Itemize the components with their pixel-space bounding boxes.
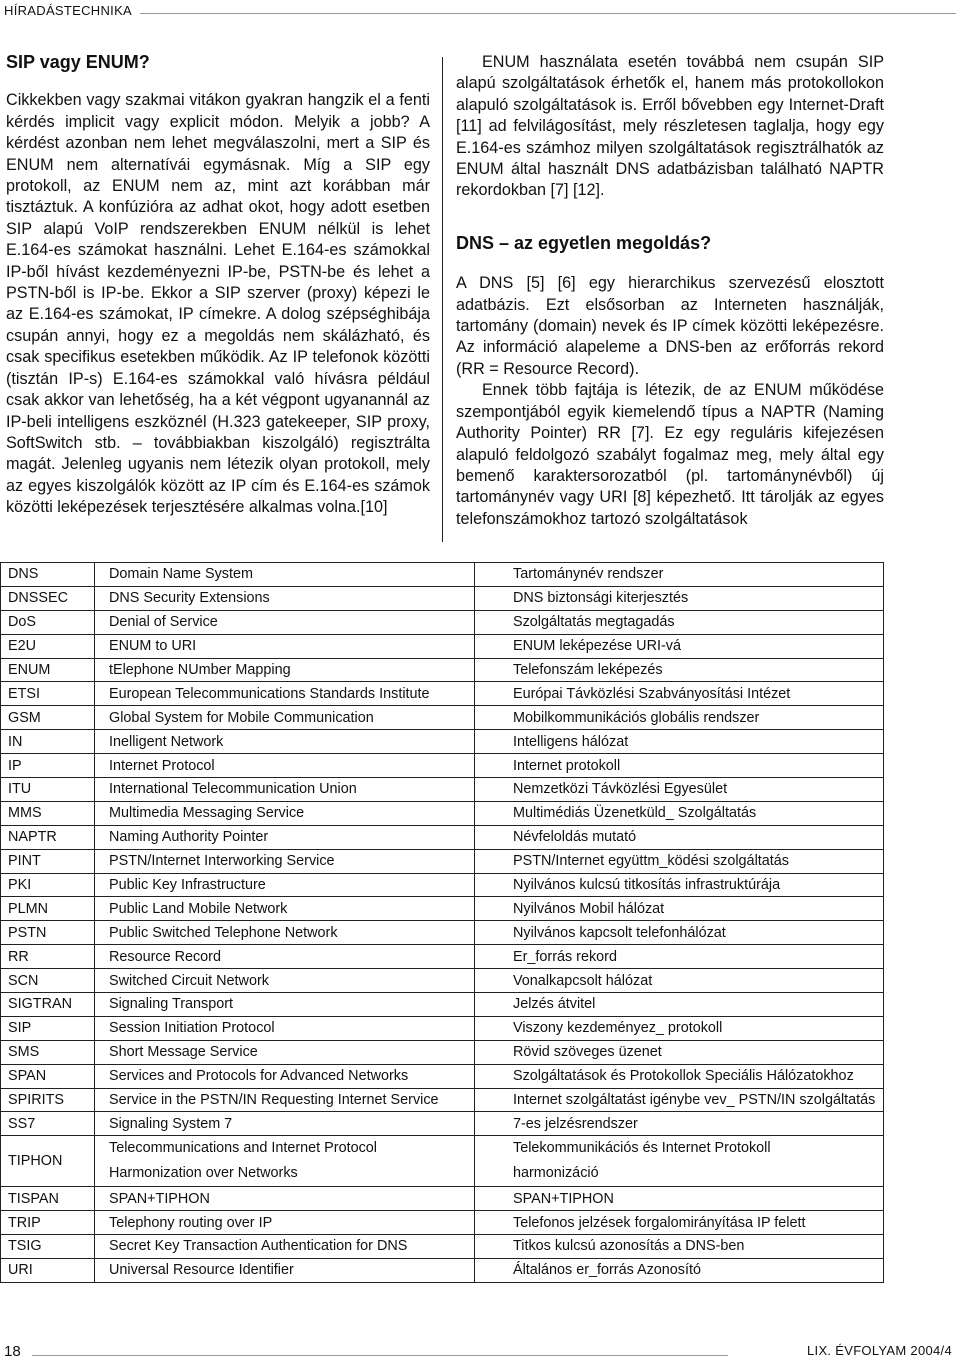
- right-column: [456, 52, 884, 530]
- english-term-cell: SPAN+TIPHON: [95, 1187, 475, 1211]
- header-rule: [140, 13, 956, 14]
- abbreviation-cell: E2U: [1, 634, 95, 658]
- footer-rule: [32, 1355, 728, 1356]
- table-row: [1, 1088, 884, 1112]
- abbreviation-cell: SMS: [1, 1040, 95, 1064]
- english-term-cell: International Telecommunication Union: [95, 778, 475, 802]
- abbreviation-cell: PINT: [1, 849, 95, 873]
- table-row: [1, 849, 884, 873]
- hungarian-term-cell: Nyilvános kulcsú titkosítás infrastruktúrája: [475, 873, 884, 897]
- english-term-cell: Public Land Mobile Network: [95, 897, 475, 921]
- table-row: [1, 1064, 884, 1088]
- left-column: [6, 52, 430, 519]
- english-term-cell: DNS Security Extensions: [95, 586, 475, 610]
- hungarian-term-cell: Szolgáltatás megtagadás: [475, 610, 884, 634]
- abbreviation-cell: PSTN: [1, 921, 95, 945]
- body-paragraph: Cikkekben vagy szakmai vitákon gyakran hangzik el a fenti kérdés implicit vagy explicit módon. Melyik a jobb? A kérdést azonban nem lehet megválaszolni, mert a SIP és ENUM nem alternatívái egymásnak. Míg a SIP egy protokoll, az ENUM nem az, mint azt korábban már tisztáztuk. A konfúzióra az adhat okot, hogy adott esetben SIP alapú VoIP rendszerekben ENUM nélkül is lehet E.164-es számokat használni. Lehet E.164-es számokkal IP-ből hívást kezdeményezni IP-be, PSTN-be és lehet a PSTN-ből is IP-be. Ekkor a SIP szerver (proxy) képezi le az E.164-es számokat, IP címekre. A dolog szépséghibája csupán annyi, hogy ez a megoldás nem skálázható, és csak specifikus esetekben működik. Az IP telefonok közötti (tisztán IP-s) E.164-es számokkal való hívásra például csak akkor van lehetőség, ha a két végpont ugyanannál az IP-beli intelligens eszköznél (H.323 gatekeeper, SIP proxy, SoftSwitch stb. – továbbiakban kiszolgáló) regisztrálta magát. Jelenleg ugyanis nem létezik olyan protokoll, mely az egyes kiszolgálók között az IP cím és E.164-es számok közötti leképezések terjesztésére alkalmas volna.[10]: [6, 91, 430, 517]
- abbreviation-cell: GSM: [1, 706, 95, 730]
- hungarian-term-cell: PSTN/Internet együttm_ködési szolgáltatás: [475, 849, 884, 873]
- abbreviation-cell: PKI: [1, 873, 95, 897]
- table-row: [1, 658, 884, 682]
- table-row: [1, 610, 884, 634]
- page-number: 18: [4, 1343, 21, 1360]
- hungarian-term-cell: SPAN+TIPHON: [475, 1187, 884, 1211]
- table-row: [1, 897, 884, 921]
- table-row: [1, 586, 884, 610]
- table-row: [1, 682, 884, 706]
- english-term-cell: Global System for Mobile Communication: [95, 706, 475, 730]
- hungarian-term-cell: ENUM leképezése URI-vá: [475, 634, 884, 658]
- english-term-cell: Internet Protocol: [95, 754, 475, 778]
- hungarian-term-cell: Er_forrás rekord: [475, 945, 884, 969]
- hungarian-term-cell: Nyilvános Mobil hálózat: [475, 897, 884, 921]
- hungarian-term-cell-line: harmonizáció: [513, 1165, 599, 1182]
- english-term-cell: Telephony routing over IP: [95, 1211, 475, 1235]
- table-row: [1, 1211, 884, 1235]
- english-term-cell: tElephone NUmber Mapping: [95, 658, 475, 682]
- abbreviation-cell: MMS: [1, 801, 95, 825]
- abbreviation-cell: TIPHON: [1, 1136, 95, 1187]
- hungarian-term-cell: Rövid szöveges üzenet: [475, 1040, 884, 1064]
- hungarian-term-cell: Szolgáltatások és Protokollok Speciális Hálózatokhoz: [475, 1064, 884, 1088]
- abbreviation-cell: RR: [1, 945, 95, 969]
- abbreviation-cell: SS7: [1, 1112, 95, 1136]
- english-term-cell: Domain Name System: [95, 563, 475, 587]
- body-paragraph: ENUM használata esetén továbbá nem csupán SIP alapú szolgáltatások érhetők el, hanem más protokollokon alapuló szolgáltatások is. Erről bővebben egy Internet-Draft [11] ad felvilágosítást, mely részletesen taglalja, hogy egy E.164-es számhoz milyen szolgáltatások regisztrálhatók az ENUM által használt DNS adatbázisban található NAPTR rekordokban [7] [12].: [456, 53, 884, 200]
- section-heading-sip-vagy-enum: SIP vagy ENUM?: [6, 52, 150, 72]
- hungarian-term-cell: Általános er_forrás Azonosító: [475, 1258, 884, 1282]
- hungarian-term-cell: Európai Távközlési Szabványosítási Intézet: [475, 682, 884, 706]
- table-row: [1, 730, 884, 754]
- table-row: [1, 706, 884, 730]
- abbreviation-cell: SIP: [1, 1016, 95, 1040]
- abbreviation-cell: ITU: [1, 778, 95, 802]
- abbreviation-cell: IP: [1, 754, 95, 778]
- abbreviation-cell: TRIP: [1, 1211, 95, 1235]
- english-term-cell-line: Harmonization over Networks: [109, 1165, 298, 1182]
- hungarian-term-cell: Nyilvános kapcsolt telefonhálózat: [475, 921, 884, 945]
- abbreviation-cell: DNSSEC: [1, 586, 95, 610]
- table-row: [1, 634, 884, 658]
- english-term-cell: Signaling System 7: [95, 1112, 475, 1136]
- table-row: [1, 1016, 884, 1040]
- table-row: [1, 993, 884, 1017]
- english-term-cell: ENUM to URI: [95, 634, 475, 658]
- table-row: [1, 563, 884, 587]
- english-term-cell: Public Key Infrastructure: [95, 873, 475, 897]
- hungarian-term-cell: Intelligens hálózat: [475, 730, 884, 754]
- hungarian-term-cell: Titkos kulcsú azonosítás a DNS-ben: [475, 1234, 884, 1258]
- table-row: [1, 921, 884, 945]
- table-row: [1, 1187, 884, 1211]
- table-row: [1, 1234, 884, 1258]
- table-row: [1, 945, 884, 969]
- hungarian-term-cell: Vonalkapcsolt hálózat: [475, 969, 884, 993]
- abbreviation-cell: ENUM: [1, 658, 95, 682]
- abbreviation-table: [0, 562, 884, 1283]
- hungarian-term-cell: Névfeloldás mutató: [475, 825, 884, 849]
- table-row: [1, 873, 884, 897]
- table-row: [1, 1136, 884, 1187]
- english-term-cell: Universal Resource Identifier: [95, 1258, 475, 1282]
- english-term-cell: Naming Authority Pointer: [95, 825, 475, 849]
- table-row: [1, 825, 884, 849]
- english-term-cell: Inelligent Network: [95, 730, 475, 754]
- abbreviation-cell: ETSI: [1, 682, 95, 706]
- table-row: [1, 778, 884, 802]
- table-row: [1, 754, 884, 778]
- hungarian-term-cell: 7-es jelzésrendszer: [475, 1112, 884, 1136]
- hungarian-term-cell-line: Telekommunikációs és Internet Protokoll: [513, 1140, 771, 1157]
- hungarian-term-cell: [475, 1136, 884, 1187]
- english-term-cell: European Telecommunications Standards Institute: [95, 682, 475, 706]
- table-row: [1, 1258, 884, 1282]
- column-divider: [442, 57, 443, 542]
- abbreviation-cell: TSIG: [1, 1234, 95, 1258]
- english-term-cell: Short Message Service: [95, 1040, 475, 1064]
- hungarian-term-cell: Multimédiás Üzenetküld_ Szolgáltatás: [475, 801, 884, 825]
- abbreviation-cell: DNS: [1, 563, 95, 587]
- abbreviation-cell: PLMN: [1, 897, 95, 921]
- table-row: [1, 1112, 884, 1136]
- english-term-cell-line: Telecommunications and Internet Protocol: [109, 1140, 377, 1157]
- hungarian-term-cell: Telefonos jelzések forgalomirányítása IP felett: [475, 1211, 884, 1235]
- section-title: HÍRADÁSTECHNIKA: [4, 3, 133, 18]
- running-header: [0, 0, 960, 24]
- abbreviation-cell: DoS: [1, 610, 95, 634]
- hungarian-term-cell: DNS biztonsági kiterjesztés: [475, 586, 884, 610]
- english-term-cell: [95, 1136, 475, 1187]
- abbreviation-cell: SCN: [1, 969, 95, 993]
- body-paragraph: A DNS [5] [6] egy hierarchikus szervezésű elosztott adatbázis. Ezt elsősorban az Interneten használják, tartomány (domain) nevek és IP címek közötti leképezésre. Az információ alapeleme a DNS-ben az erőforrás rekord (RR = Resource Record).: [456, 274, 884, 378]
- hungarian-term-cell: Nemzetközi Távközlési Egyesület: [475, 778, 884, 802]
- english-term-cell: Services and Protocols for Advanced Networks: [95, 1064, 475, 1088]
- hungarian-term-cell: Telefonszám leképezés: [475, 658, 884, 682]
- english-term-cell: PSTN/Internet Interworking Service: [95, 849, 475, 873]
- english-term-cell: Switched Circuit Network: [95, 969, 475, 993]
- abbreviation-cell: SPAN: [1, 1064, 95, 1088]
- hungarian-term-cell: Internet szolgáltatást igénybe vev_ PSTN/IN szolgáltatás: [475, 1088, 884, 1112]
- english-term-cell: Secret Key Transaction Authentication for DNS: [95, 1234, 475, 1258]
- abbreviation-cell: SIGTRAN: [1, 993, 95, 1017]
- hungarian-term-cell: Viszony kezdeményez_ protokoll: [475, 1016, 884, 1040]
- section-heading-dns: DNS – az egyetlen megoldás?: [456, 232, 712, 253]
- abbreviation-cell: URI: [1, 1258, 95, 1282]
- issue-label: LIX. ÉVFOLYAM 2004/4: [807, 1343, 952, 1358]
- hungarian-term-cell: Internet protokoll: [475, 754, 884, 778]
- hungarian-term-cell: Mobilkommunikációs globális rendszer: [475, 706, 884, 730]
- english-term-cell: Public Switched Telephone Network: [95, 921, 475, 945]
- english-term-cell: Resource Record: [95, 945, 475, 969]
- english-term-cell: Session Initiation Protocol: [95, 1016, 475, 1040]
- body-paragraph: Ennek több fajtája is létezik, de az ENUM működése szempontjából egyik kiemelendő típus a NAPTR (Naming Authority Pointer) RR [7]. Ez egy reguláris kifejezésen alapuló feldolgozó szabályt fogalmaz meg, mely által egy bemenő karaktersorozatból (pl. tartománynévből) új tartománynév vagy URI [8] képezhető. Itt tárolják az egyes telefonszámokhoz tartozó szolgáltatások: [456, 381, 884, 528]
- page-footer: [0, 1340, 960, 1364]
- table-row: [1, 1040, 884, 1064]
- table-row: [1, 969, 884, 993]
- table-row: [1, 801, 884, 825]
- english-term-cell: Denial of Service: [95, 610, 475, 634]
- abbreviation-cell: IN: [1, 730, 95, 754]
- english-term-cell: Multimedia Messaging Service: [95, 801, 475, 825]
- hungarian-term-cell: Jelzés átvitel: [475, 993, 884, 1017]
- abbreviation-cell: NAPTR: [1, 825, 95, 849]
- hungarian-term-cell: Tartománynév rendszer: [475, 563, 884, 587]
- english-term-cell: Service in the PSTN/IN Requesting Internet Service: [95, 1088, 475, 1112]
- english-term-cell: Signaling Transport: [95, 993, 475, 1017]
- abbreviation-cell: SPIRITS: [1, 1088, 95, 1112]
- abbreviation-cell: TISPAN: [1, 1187, 95, 1211]
